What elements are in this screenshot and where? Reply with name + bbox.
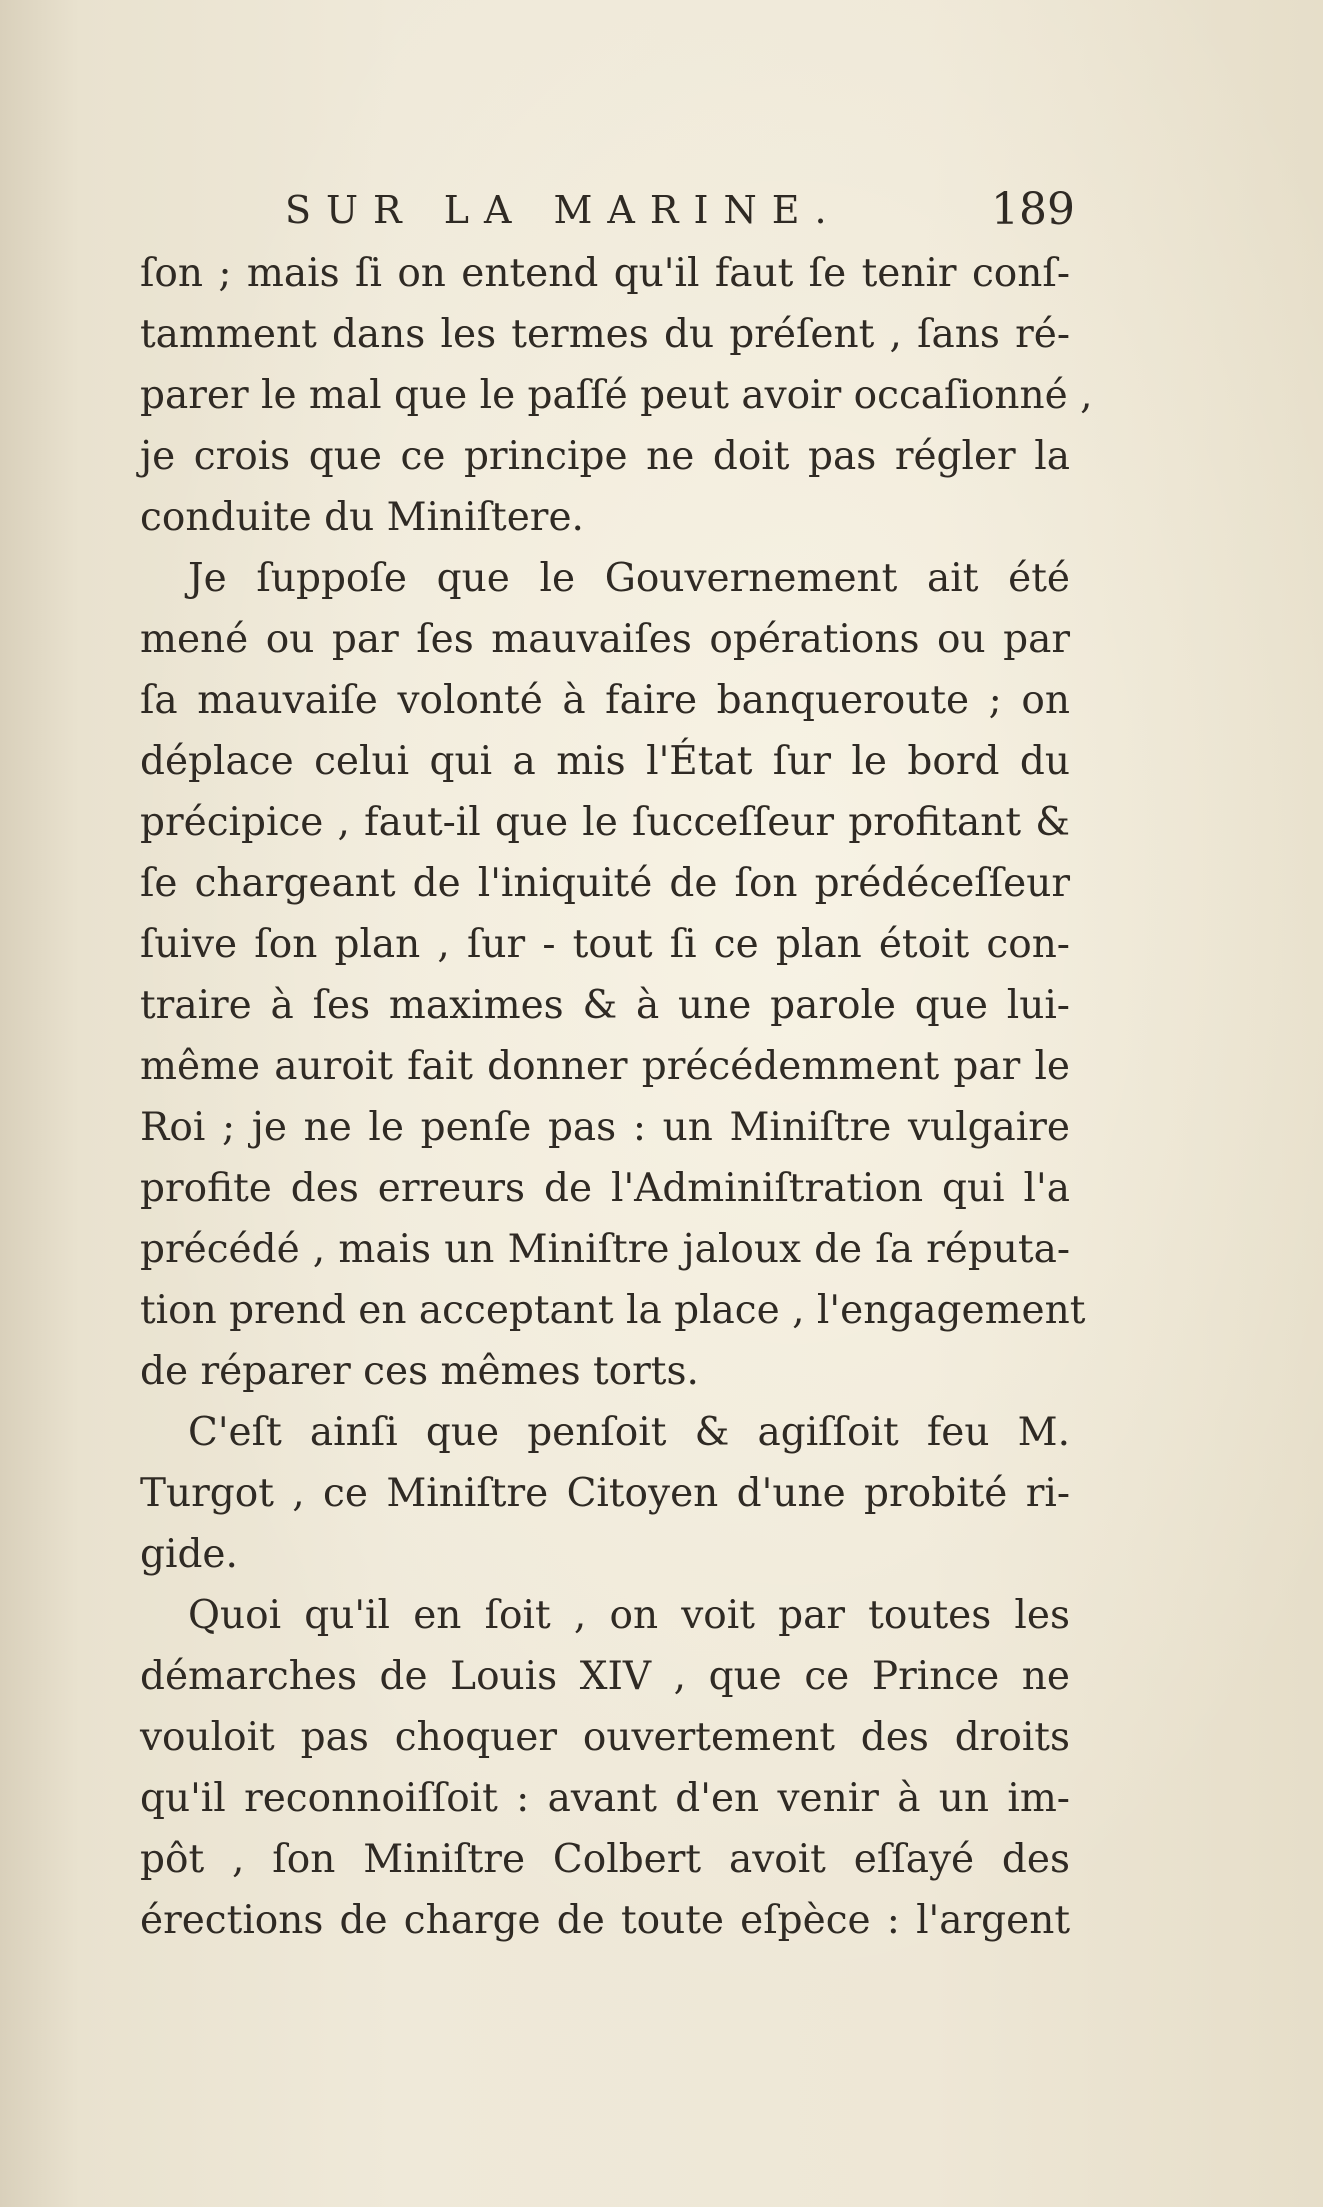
page-number: 189 xyxy=(991,184,1075,235)
text-line: précipice , faut-il que le ſucceſſeur profitant & xyxy=(140,800,1070,845)
text-line: qu'il reconnoiſſoit : avant d'en venir à un im- xyxy=(140,1776,1070,1821)
text-line: C'eſt ainſi que penſoit & agiſſoit feu M. xyxy=(188,1410,1070,1455)
text-line: Turgot , ce Miniſtre Citoyen d'une probité ri- xyxy=(140,1471,1070,1516)
text-line: tion prend en acceptant la place , l'engagement xyxy=(140,1288,1086,1333)
text-line: tamment dans les termes du préſent , ſans ré- xyxy=(140,312,1070,357)
text-line: ſe chargeant de l'iniquité de ſon prédéceſſeur xyxy=(140,861,1070,906)
text-line: précédé , mais un Miniſtre jaloux de ſa réputa- xyxy=(140,1227,1070,1272)
text-line: parer le mal que le paſſé peut avoir occaſionné , xyxy=(140,373,1093,418)
body-text xyxy=(140,243,1093,1951)
text-line: pôt , ſon Miniſtre Colbert avoit eſſayé des xyxy=(140,1837,1070,1882)
text-line: je crois que ce principe ne doit pas régler la xyxy=(140,434,1070,479)
text-line: même auroit fait donner précédemment par le xyxy=(140,1044,1070,1089)
text-line: Je ſuppoſe que le Gouvernement ait été xyxy=(188,556,1070,601)
running-title: SUR LA MARINE. xyxy=(285,188,842,232)
text-line: conduite du Miniſtere. xyxy=(140,495,584,540)
text-line: traire à ſes maximes & à une parole que lui- xyxy=(140,983,1070,1028)
text-line: profite des erreurs de l'Adminiſtration qui l'a xyxy=(140,1166,1070,1211)
text-line: Roi ; je ne le penſe pas : un Miniſtre vulgaire xyxy=(140,1105,1070,1150)
text-line: ſa mauvaiſe volonté à faire banqueroute ; on xyxy=(140,678,1070,723)
text-line: déplace celui qui a mis l'État ſur le bord du xyxy=(140,739,1070,784)
text-line: gide. xyxy=(140,1532,238,1577)
text-line: vouloit pas choquer ouvertement des droits xyxy=(140,1715,1070,1760)
text-line: démarches de Louis XIV , que ce Prince ne xyxy=(140,1654,1070,1699)
text-line: ſuive ſon plan , ſur - tout ſi ce plan étoit con- xyxy=(140,922,1070,967)
running-head xyxy=(285,182,1075,238)
text-line: de réparer ces mêmes torts. xyxy=(140,1349,699,1394)
text-line: ſon ; mais ſi on entend qu'il faut ſe tenir conſ- xyxy=(140,251,1070,296)
text-line: Quoi qu'il en ſoit , on voit par toutes les xyxy=(188,1593,1070,1638)
text-line: mené ou par ſes mauvaiſes opérations ou par xyxy=(140,617,1070,662)
text-line: érections de charge de toute eſpèce : l'argent xyxy=(140,1898,1070,1943)
